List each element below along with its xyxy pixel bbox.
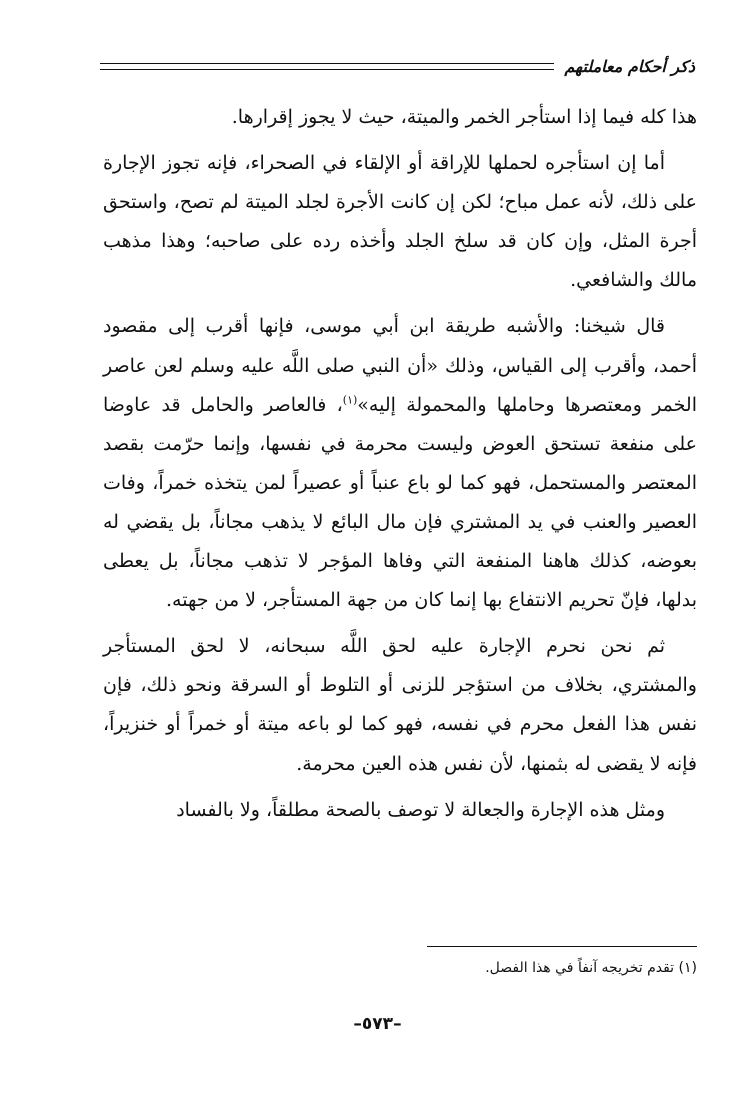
header-double-rule [100,63,554,70]
paragraph-2: أما إن استأجره لحملها للإراقة أو الإلقاء في الصحراء، فإنه تجوز الإجارة على ذلك، لأنه عمل مباح؛ لكن إن كانت الأجرة لجلد الميتة لم تصح، واستحق أجرة المثل، وإن كان قد سلخ الجلد وأخذه رده على صاحبه؛ وهذا مذهب مالك والشافعي. [103,152,697,292]
page-header [100,54,695,78]
paragraph-4: ثم نحن نحرم الإجارة عليه لحق اللَّه سبحانه، لا لحق المستأجر والمشتري، بخلاف من استؤجر للزنى أو التلوط أو السرقة ونحو ذلك، فإن نفس هذا الفعل محرم في نفسه، فهو كما لو باعه ميتة أو خمراً أو خنزيراً، فإنه لا يقضى له بثمنها، لأن نفس هذه العين محرمة. [103,635,697,775]
paragraph-3-text-a: قال شيخنا: والأشبه طريقة ابن أبي موسى، فإنها أقرب إلى مقصود أحمد، وأقرب إلى القياس، وذلك «أن النبي صلى اللَّه عليه وسلم لعن عاصر الخمر ومعتصرها وحاملها والمحمولة إليه» [103,315,697,416]
paragraph-3 [103,307,697,620]
footnote: (١) تقدم تخريجه آنفاً في هذا الفصل. [485,960,697,976]
paragraph-3-text-b: ، فالعاصر والحامل قد عاوضا على منفعة تستحق العوض وليست محرمة في نفسها، وإنما حرّمت بقصد المعتصر والمستحمل، فهو كما لو باع عنباً أو عصيراً لمن يتخذه خمراً، وفات العصير والعنب في يد المشتري فإن مال البائع لا يذهب مجاناً، بل يقضي له بعوضه، كذلك هاهنا المنفعة التي وفاها المؤجر لا تذهب مجاناً، بل يعطى بدلها، فإنّ تحريم الانتفاع بها إنما كان من جهة المستأجر، لا من جهته. [103,393,697,612]
main-text [103,98,697,830]
running-title: ذكر أحكام معاملتهم [564,56,695,76]
paragraph-5: ومثل هذه الإجارة والجعالة لا توصف بالصحة مطلقاً، ولا بالفساد [176,798,665,821]
footnote-separator [427,946,697,947]
footnote-reference[interactable]: (١) [342,393,358,407]
paragraph-1: هذا كله فيما إذا استأجر الخمر والميتة، حيث لا يجوز إقرارها. [231,106,697,128]
page-number: –٥٧٣– [353,1014,402,1034]
